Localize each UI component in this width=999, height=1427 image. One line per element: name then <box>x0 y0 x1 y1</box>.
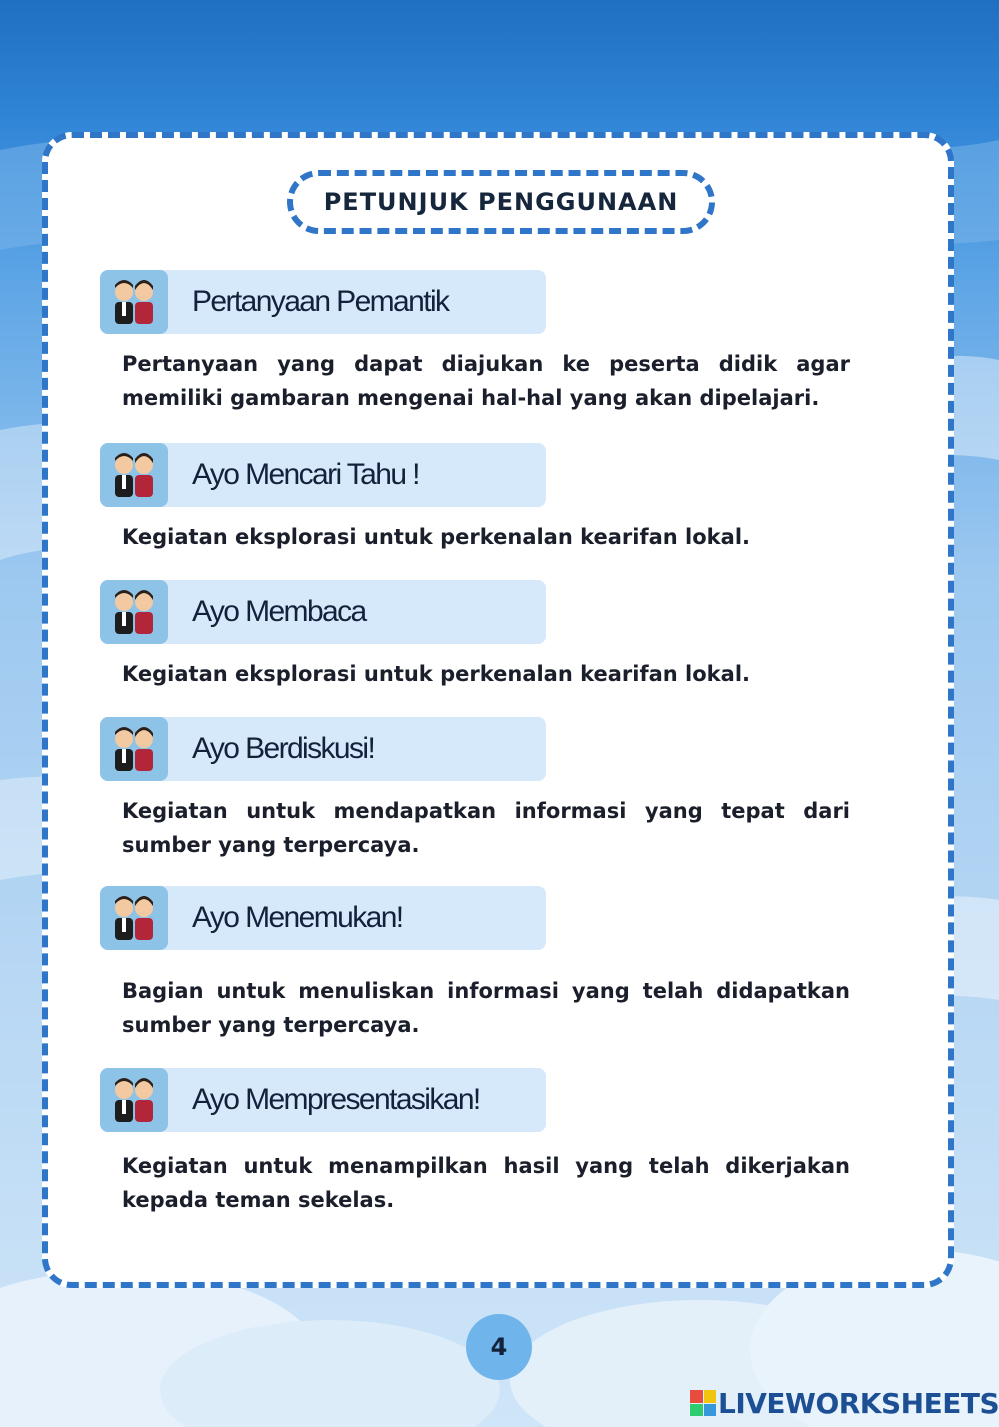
two-students-icon <box>100 580 168 644</box>
section-description: Kegiatan eksplorasi untuk perkenalan kearifan lokal. <box>122 525 750 549</box>
two-students-icon <box>100 1068 168 1132</box>
section-title: Ayo Menemukan! <box>192 901 403 934</box>
section-title: Ayo Membaca <box>192 595 366 628</box>
section-description: Kegiatan untuk mendapatkan informasi yang tepat dari sumber yang terpercaya. <box>122 799 850 857</box>
two-students-icon <box>100 717 168 781</box>
two-students-icon <box>100 270 168 334</box>
section-title: Ayo Mempresentasikan! <box>192 1083 480 1116</box>
section-title: Ayo Berdiskusi! <box>192 732 375 765</box>
two-students-icon <box>100 443 168 507</box>
page-title: PETUNJUK PENGGUNAAN <box>323 188 679 216</box>
two-students-icon <box>100 886 168 950</box>
section-description: Pertanyaan yang dapat diajukan ke peserta didik agar memiliki gambaran mengenai hal-hal yang akan dipelajari. <box>122 352 850 410</box>
section-description: Kegiatan untuk menampilkan hasil yang telah dikerjakan kepada teman sekelas. <box>122 1154 850 1212</box>
watermark-text: LIVEWORKSHEETS <box>718 1386 999 1420</box>
section-description: Bagian untuk menuliskan informasi yang telah didapatkan sumber yang terpercaya. <box>122 979 850 1037</box>
section-title: Pertanyaan Pemantik <box>192 285 449 318</box>
title-pill <box>287 170 715 234</box>
section-description: Kegiatan eksplorasi untuk perkenalan kearifan lokal. <box>122 662 750 686</box>
section-title: Ayo Mencari Tahu ! <box>192 458 419 491</box>
liveworksheets-logo-icon <box>690 1390 716 1416</box>
watermark <box>690 1386 999 1420</box>
page-number: 4 <box>466 1314 532 1380</box>
